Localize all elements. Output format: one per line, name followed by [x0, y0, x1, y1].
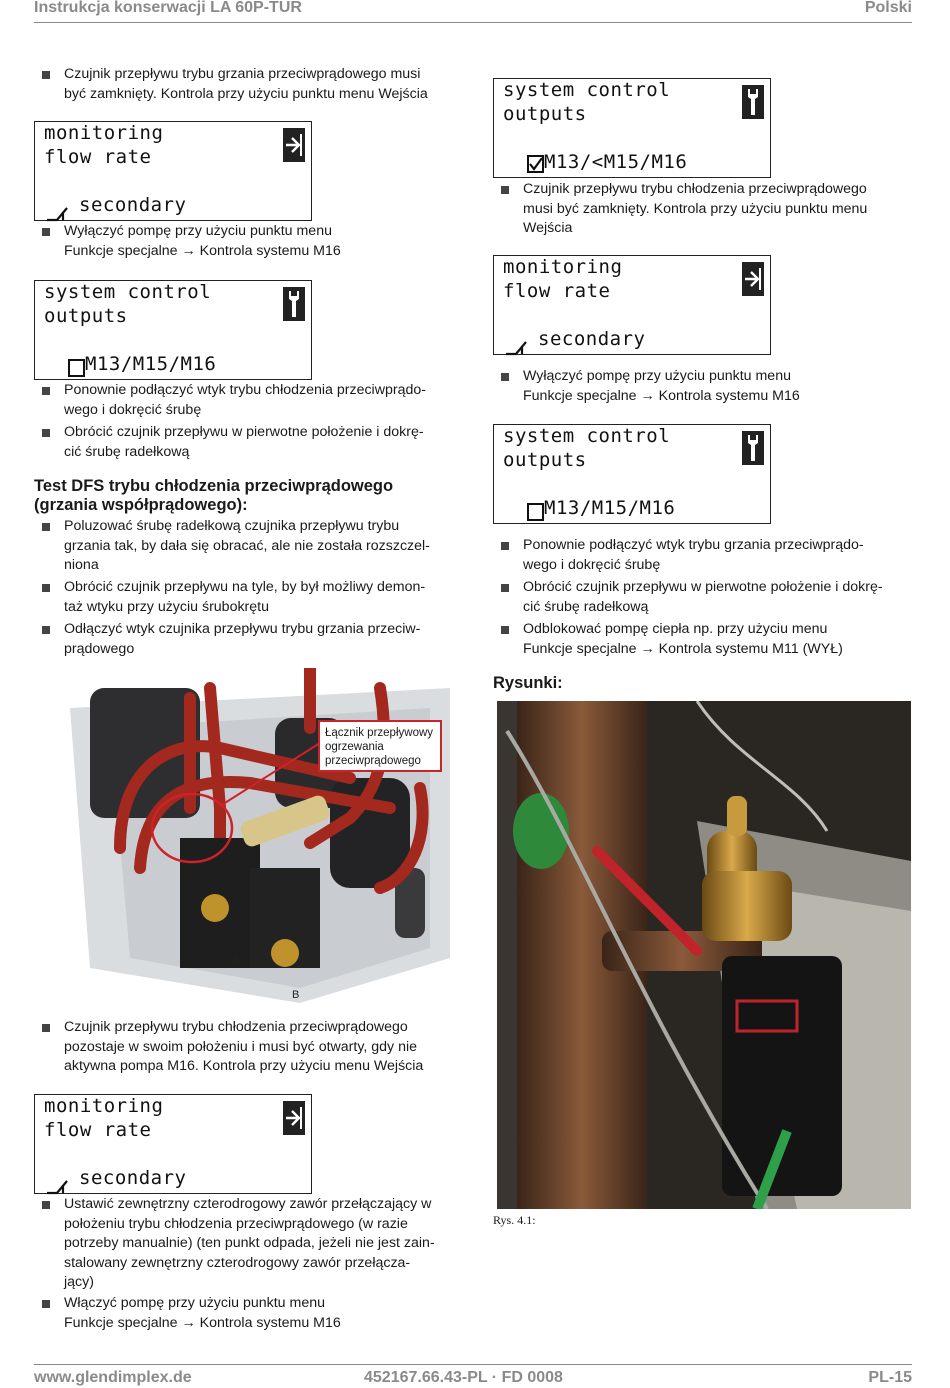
- flow-switch-photo: [497, 701, 911, 1209]
- bullet-left-10: Włączyć pompę przy użyciu punktu menu Funkcje specjalne → Kontrola systemu M16: [40, 1294, 454, 1333]
- page-footer: [34, 1364, 912, 1385]
- lcd-system-control-outputs-2: system control outputs M13/<M15/M16: [493, 78, 771, 178]
- bullet-square-icon: [501, 584, 509, 592]
- bullet-square-icon: [42, 1024, 50, 1032]
- bullet-right-1: Czujnik przepływu trybu chłodzenia przeciwprądowego musi być zamknięty. Kontrola przy użyciu punktu menu Wejścia: [499, 180, 913, 239]
- bullet-square-icon: [501, 186, 509, 194]
- enter-arrow-icon: [742, 262, 764, 296]
- bullet-square-icon: [42, 584, 50, 592]
- lcd-monitoring-flow-rate-1: monitoring flow rate secondary: [34, 121, 312, 221]
- enter-arrow-icon: [283, 128, 305, 162]
- footer-url: www.glendimplex.de: [34, 1369, 192, 1386]
- bullet-left-1: Czujnik przepływu trybu grzania przeciwprądowego musi być zamknięty. Kontrola przy użyciu punktu menu Wejścia: [40, 65, 454, 104]
- bullet-left-6: Obrócić czujnik przepływu na tyle, by był możliwy demon- taż wtyku przy użyciu śrubokrętu: [40, 578, 454, 617]
- bullet-left-8: Czujnik przepływu trybu chłodzenia przeciwprądowego pozostaje w swoim położeniu i musi być otwarty, gdy nie aktywna pompa M16. Kontrola przy użyciu menu Wejścia: [40, 1018, 454, 1077]
- bullet-left-4: Obrócić czujnik przepływu w pierwotne położenie i dokrę- cić śrubę radełkową: [40, 423, 454, 462]
- bullet-square-icon: [42, 626, 50, 634]
- figure-caption: Rys. 4.1:: [493, 1213, 536, 1227]
- bullet-square-icon: [501, 542, 509, 550]
- bullet-left-3: Ponownie podłączyć wtyk trybu chłodzenia przeciwprądo- wego i dokręcić śrubę: [40, 381, 454, 420]
- service-wrench-icon: [742, 85, 764, 119]
- footer-page-number: PL-15: [868, 1369, 912, 1386]
- svg-text:B: B: [292, 989, 300, 1001]
- flow-switch-icon: [45, 200, 73, 222]
- bullet-square-icon: [42, 387, 50, 395]
- bullet-left-9: Ustawić zewnętrzny czterodrogowy zawór przełączający w położeniu trybu chłodzenia przeciwprądowego (w razie potrzeby manualnie) (ten punkt odpada, jeżeli nie jest zain- stalowany zewnętrzny czterodrogowy zawór przełącza- jący): [40, 1195, 454, 1293]
- language-label: Polski: [864, 0, 912, 16]
- checkbox-unchecked-icon: [68, 359, 85, 377]
- lcd-monitoring-flow-rate-2: monitoring flow rate secondary: [34, 1094, 312, 1194]
- enter-arrow-icon: [283, 1101, 305, 1135]
- section-heading: Test DFS trybu chłodzenia przeciwprądowego (grzania współprądowego):: [34, 477, 394, 514]
- figure-callout-label: Łącznik przepływowy ogrzewania przeciwprądowego: [318, 720, 442, 772]
- bullet-square-icon: [501, 626, 509, 634]
- flow-switch-icon: [45, 1173, 73, 1195]
- checkbox-unchecked-icon: [527, 503, 544, 521]
- bullet-left-5: Poluzować śrubę radełkową czujnika przepływu trybu grzania tak, by dała się obracać, ale nie została rozszczel- niona: [40, 517, 454, 576]
- figures-heading: Rysunki:: [493, 674, 563, 692]
- checkbox-checked-icon: [527, 155, 544, 173]
- bullet-right-4: Obrócić czujnik przepływu w pierwotne położenie i dokrę- cić śrubę radełkową: [499, 578, 913, 617]
- bullet-square-icon: [42, 228, 50, 236]
- service-wrench-icon: [742, 431, 764, 465]
- bullet-left-7: Odłączyć wtyk czujnika przepływu trybu grzania przeciw- prądowego: [40, 620, 454, 659]
- bullet-square-icon: [42, 1201, 50, 1209]
- bullet-square-icon: [42, 523, 50, 531]
- bullet-square-icon: [501, 373, 509, 381]
- document-title: Instrukcja konserwacji LA 60P-TUR: [34, 0, 302, 16]
- bullet-square-icon: [42, 429, 50, 437]
- page-header: [34, 0, 912, 23]
- svg-text:A: A: [233, 954, 241, 966]
- bullet-right-3: Ponownie podłączyć wtyk trybu grzania przeciwprądo- wego i dokręcić śrubę: [499, 536, 913, 575]
- bullet-square-icon: [42, 71, 50, 79]
- lcd-monitoring-flow-rate-3: monitoring flow rate secondary: [493, 255, 771, 355]
- bullet-right-2: Wyłączyć pompę przy użyciu punktu menu Funkcje specjalne → Kontrola systemu M16: [499, 367, 913, 406]
- footer-doc-number: 452167.66.43-PL · FD 0008: [364, 1369, 563, 1386]
- lcd-system-control-outputs-3: system control outputs M13/M15/M16: [493, 424, 771, 524]
- bullet-square-icon: [42, 1300, 50, 1308]
- lcd-system-control-outputs-1: system control outputs M13/M15/M16: [34, 280, 312, 380]
- bullet-right-5: Odblokować pompę ciepła np. przy użyciu menu Funkcje specjalne → Kontrola systemu M11 (WYŁ): [499, 620, 913, 659]
- bullet-left-2: Wyłączyć pompę przy użyciu punktu menu Funkcje specjalne → Kontrola systemu M16: [40, 222, 454, 261]
- service-wrench-icon: [283, 287, 305, 321]
- flow-switch-icon: [504, 334, 532, 356]
